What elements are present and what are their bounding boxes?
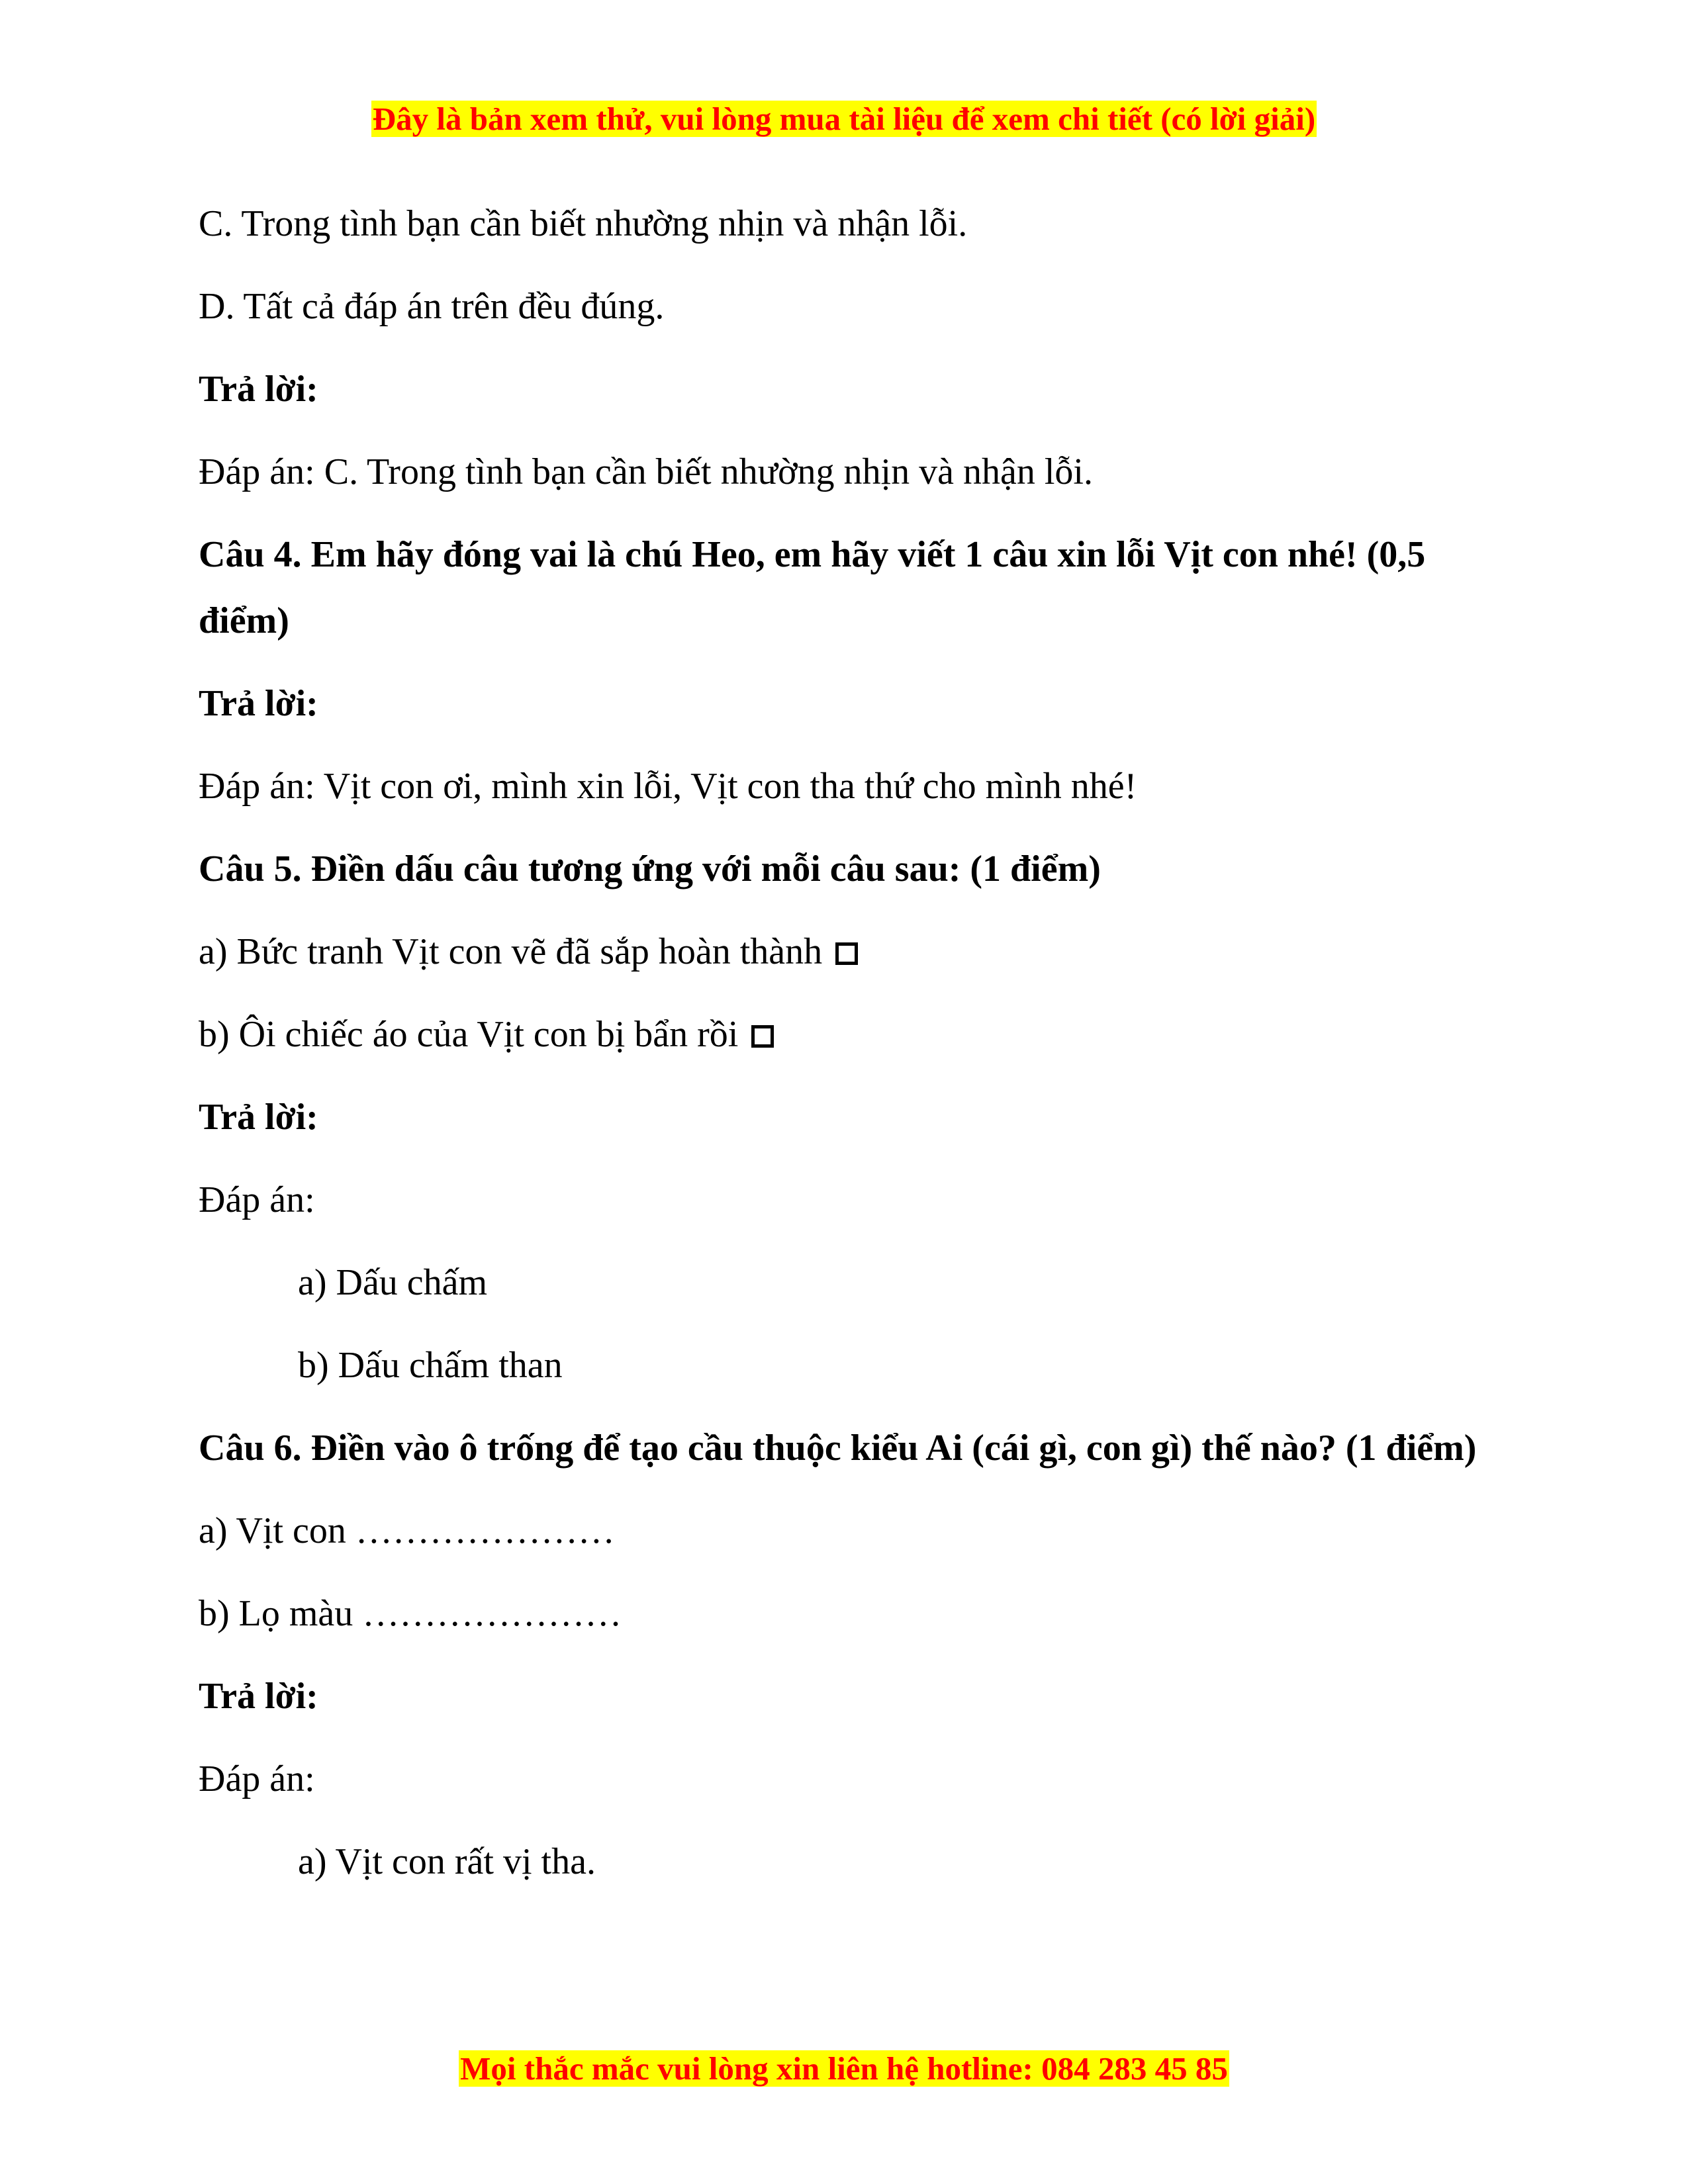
preview-notice-text: Đây là bản xem thử, vui lòng mua tài liệu để xem chi tiết (có lời giải) — [372, 101, 1316, 137]
q6-answer-intro: Đáp án: — [199, 1758, 315, 1799]
hotline-banner — [0, 2049, 1688, 2089]
hotline-text: Mọi thắc mắc vui lòng xin liên hệ hotline: 084 283 45 85 — [460, 2050, 1228, 2087]
q5-answer-a: a) Dấu chấm — [298, 1262, 488, 1303]
q6-item-a: a) Vịt con ………………… — [199, 1510, 615, 1551]
q6-item-b: b) Lọ màu ………………… — [199, 1593, 622, 1634]
q3-answer-label: Trả lời: — [199, 369, 318, 410]
q4-answer: Đáp án: Vịt con ơi, mình xin lỗi, Vịt con tha thứ cho mình nhé! — [199, 766, 1137, 807]
q5-answer-label: Trả lời: — [199, 1097, 318, 1138]
q6-question: Câu 6. Điền vào ô trống để tạo cầu thuộc kiểu Ai (cái gì, con gì) thế nào? (1 điểm) — [199, 1428, 1477, 1469]
q5-item-b-text: b) Ôi chiếc áo của Vịt con bị bẩn rồi — [199, 1014, 739, 1055]
q5-question: Câu 5. Điền dấu câu tương ứng với mỗi câu sau: (1 điểm) — [199, 848, 1101, 889]
q3-option-d: D. Tất cả đáp án trên đều đúng. — [199, 286, 665, 327]
q5-answer-intro: Đáp án: — [199, 1179, 315, 1220]
preview-notice-banner — [0, 99, 1688, 139]
q4-answer-label: Trả lời: — [199, 683, 318, 724]
q5-item-a-text: a) Bức tranh Vịt con vẽ đã sắp hoàn thành — [199, 931, 823, 972]
q5-answer-b: b) Dấu chấm than — [298, 1345, 563, 1386]
q4-question: Câu 4. Em hãy đóng vai là chú Heo, em hãy viết 1 câu xin lỗi Vịt con nhé! (0,5 điểm) — [199, 534, 1426, 641]
q6-answer-label: Trả lời: — [199, 1676, 318, 1717]
q6-answer-a: a) Vịt con rất vị tha. — [298, 1841, 596, 1882]
document-body — [199, 191, 1489, 1911]
q3-answer: Đáp án: C. Trong tình bạn cần biết nhường nhịn và nhận lỗi. — [199, 451, 1093, 492]
blank-box-icon — [835, 942, 858, 965]
q5-item-a — [199, 919, 1489, 985]
q3-option-c: C. Trong tình bạn cần biết nhường nhịn và nhận lỗi. — [199, 203, 968, 244]
blank-box-icon — [751, 1025, 774, 1048]
q5-item-b — [199, 1001, 1489, 1068]
